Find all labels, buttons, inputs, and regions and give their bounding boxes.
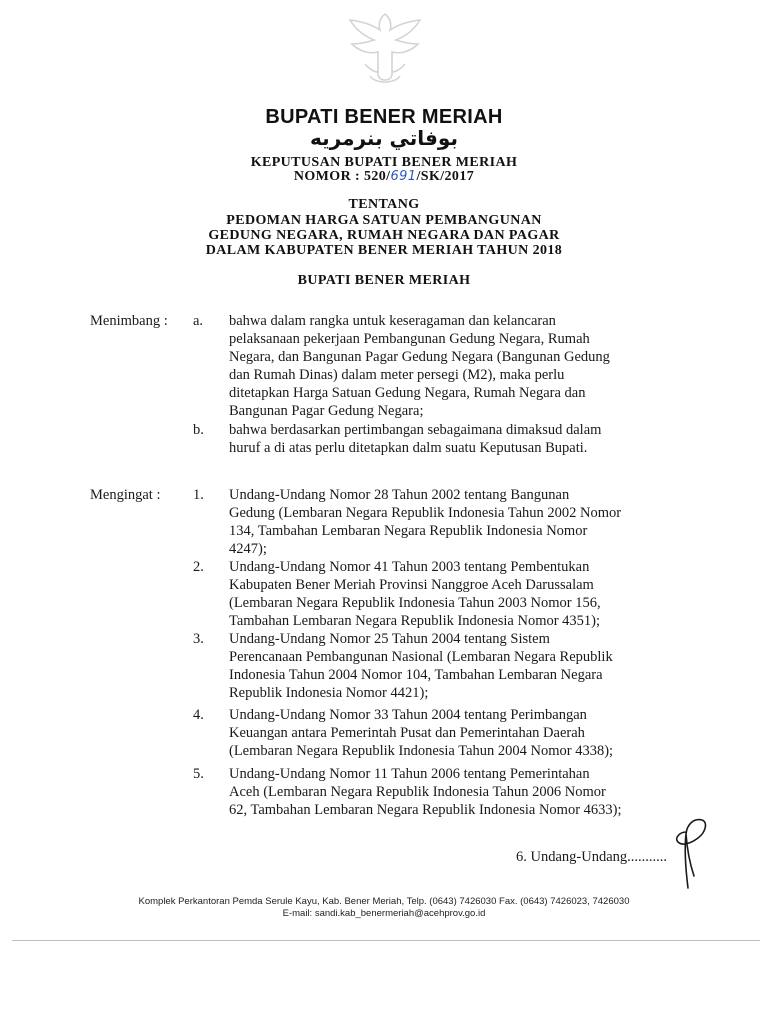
text-line: Keuangan antara Pemerintah Pusat dan Pemerintahan Daerah [229,725,585,741]
menimbang-marker-b: b. [193,422,204,438]
menimbang-marker-a: a. [193,313,204,329]
decree-title: KEPUTUSAN BUPATI BENER MERIAH [250,155,518,170]
mengingat-marker-5: 5. [193,766,204,782]
text-line: Undang-Undang Nomor 11 Tahun 2006 tentang Pemerintahan [229,766,590,782]
text-line: pelaksanaan pekerjaan Pembangunan Gedung Negara, Rumah [229,331,590,347]
text-line: Bangunan Pagar Gedung Negara; [229,403,424,419]
text-line: Undang-Undang Nomor 28 Tahun 2002 tentang Bangunan [229,487,570,503]
mengingat-item-2 [229,558,726,630]
text-line: Tambahan Lembaran Negara Republik Indonesia Nomor 4351); [229,613,601,629]
menimbang-item-b [229,421,726,457]
decree-number-prefix: NOMOR : 520/ [293,169,391,184]
tentang-heading: TENTANG [348,197,420,212]
regent-title-arabic: بوفاتي بنرمريه [310,126,458,150]
text-line: Aceh (Lembaran Negara Republik Indonesia Tahun 2006 Nomor [229,784,606,800]
regent-title: BUPATI BENER MERIAH [265,106,503,128]
text-line: 62, Tambahan Lembaran Negara Republik Indonesia Nomor 4633); [229,802,622,818]
text-line: 4247); [229,541,267,557]
mengingat-item-5 [229,765,726,819]
text-line: (Lembaran Negara Republik Indonesia Tahun 2004 Nomor 4338); [229,743,614,759]
subject-line-2: GEDUNG NEGARA, RUMAH NEGARA DAN PAGAR [208,228,560,243]
footer-email: E-mail: sandi.kab_benermeriah@acehprov.go.id [282,908,486,919]
text-line: Republik Indonesia Nomor 4421); [229,685,429,701]
mengingat-marker-2: 2. [193,559,204,575]
footer-divider [12,940,760,941]
garuda-emblem-icon [330,4,440,94]
text-line: bahwa dalam rangka untuk keseragaman dan kelancaran [229,313,556,329]
decree-number [0,169,768,185]
text-line: bahwa berdasarkan pertimbangan sebagaimana dimaksud dalam [229,422,602,438]
menimbang-label: Menimbang : [90,313,168,329]
mengingat-item-4 [229,706,726,760]
decree-number-handwritten: 691 [390,169,417,184]
text-line: Indonesia Tahun 2004 Nomor 104, Tambahan Lembaran Negara [229,667,603,683]
text-line: huruf a di atas perlu ditetapkan dalm suatu Keputusan Bupati. [229,440,588,456]
text-line: Undang-Undang Nomor 33 Tahun 2004 tentang Perimbangan [229,707,587,723]
decree-number-suffix: /SK/2017 [416,169,475,184]
text-line: Undang-Undang Nomor 41 Tahun 2003 tentang Pembentukan [229,559,590,575]
text-line: Gedung (Lembaran Negara Republik Indonesia Tahun 2002 Nomor [229,505,622,521]
subject-line-3: DALAM KABUPATEN BENER MERIAH TAHUN 2018 [205,243,563,258]
text-line: (Lembaran Negara Republik Indonesia Tahun 2003 Nomor 156, [229,595,601,611]
signature-icon [660,812,720,892]
mengingat-marker-4: 4. [193,707,204,723]
text-line: Undang-Undang Nomor 25 Tahun 2004 tentang Sistem [229,631,550,647]
mengingat-item-1 [229,486,726,558]
text-line: Kabupaten Bener Meriah Provinsi Nanggroe Aceh Darussalam [229,577,594,593]
text-line: Negara, dan Bangunan Pagar Gedung Negara (Bangunan Gedung [229,349,610,365]
mengingat-marker-1: 1. [193,487,204,503]
mengingat-label: Mengingat : [90,487,161,503]
text-line: 134, Tambahan Lembaran Negara Republik Indonesia Nomor [229,523,588,539]
authority-heading: BUPATI BENER MERIAH [297,273,471,288]
continuation-note: 6. Undang-Undang........... [516,849,668,865]
text-line: ditetapkan Harga Satuan Gedung Negara, Rumah Negara dan [229,385,586,401]
mengingat-marker-3: 3. [193,631,204,647]
subject-line-1: PEDOMAN HARGA SATUAN PEMBANGUNAN [226,213,542,228]
mengingat-item-3 [229,630,726,702]
menimbang-item-a [229,312,726,420]
footer-address: Komplek Perkantoran Pemda Serule Kayu, Kab. Bener Meriah, Telp. (0643) 7426030 Fax. (0643) 7426023, 7426030 [138,896,630,907]
text-line: Perencanaan Pembangunan Nasional (Lembaran Negara Republik [229,649,613,665]
text-line: dan Rumah Dinas) dalam meter persegi (M2), maka perlu [229,367,565,383]
